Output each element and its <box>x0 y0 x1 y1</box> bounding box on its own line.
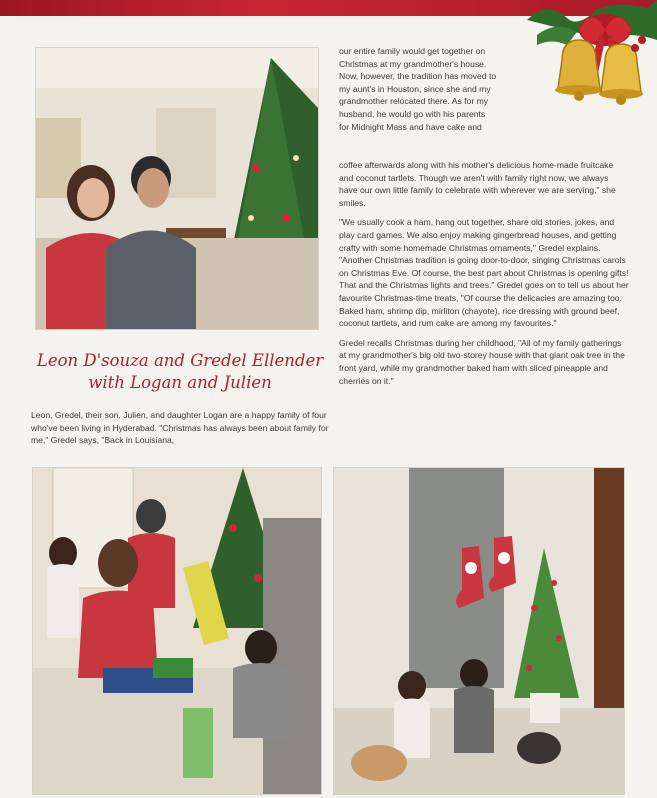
intro-text: Leon, Gredel, their son, Julien, and daughter Logan are a happy family of four who've been living in Hyderabad. "Christmas has always been about family for me," Gredel says, "Back in Louisiana, <box>31 410 329 446</box>
kids-stockings-photo <box>333 467 625 795</box>
couple-photo <box>35 47 319 330</box>
para3-text: Gredel recalls Christmas during her childhood, "All of my family gatherings at my grandmother's big old two-storey house with that giant oak tree in the front yard, while my grandmother baked ham with sliced pineapple and cherries on it." <box>339 337 625 386</box>
para2-text: "We usually cook a ham, hang out together, share old stories, jokes, and play card games. We also enjoy making gingerbread houses, and getting crafty with some homemade Christmas ornaments," Gredel explains. "Another Christmas tradition is going door-to-door, singing Christmas carols on Christmas Eve. Of course, the best part about Christmas is opening gifts! That and the Christmas lights and trees." Gredel goes on to tell us about her favourite Christmas-time treats, "Of course the delicacies are amazing too. Baked ham, shrimp dip, mirliton (chayote), rice dressing with ground beef, coconut tartlets, and rum cake are among my favourites." <box>339 217 629 329</box>
family-gifts-photo <box>32 467 322 795</box>
intro-paragraph <box>31 409 329 454</box>
title-line-1: Leon D'souza and Gredel Ellender <box>36 351 324 370</box>
title-line-2: with Logan and Julien <box>88 373 272 392</box>
right-column-body <box>339 159 629 394</box>
article-title <box>30 350 330 394</box>
christmas-bells-icon <box>507 0 657 115</box>
para1-bottom-text: coffee afterwards along with his mother's delicious home-made fruitcake and coconut tartlets. Though we aren't with family right now, we always have our own little family to celebrate with wherever we are serving," she smiles. <box>339 160 616 208</box>
right-column-top <box>339 45 497 140</box>
para1-top-text: our entire family would get together on Christmas at my grandmother's house. Now, however, the tradition has moved to my aunt's in Houston, since she and my grandmother relocated there. As for my husband, he would go with his parents for Midnight Mass and have cake and <box>339 46 497 132</box>
